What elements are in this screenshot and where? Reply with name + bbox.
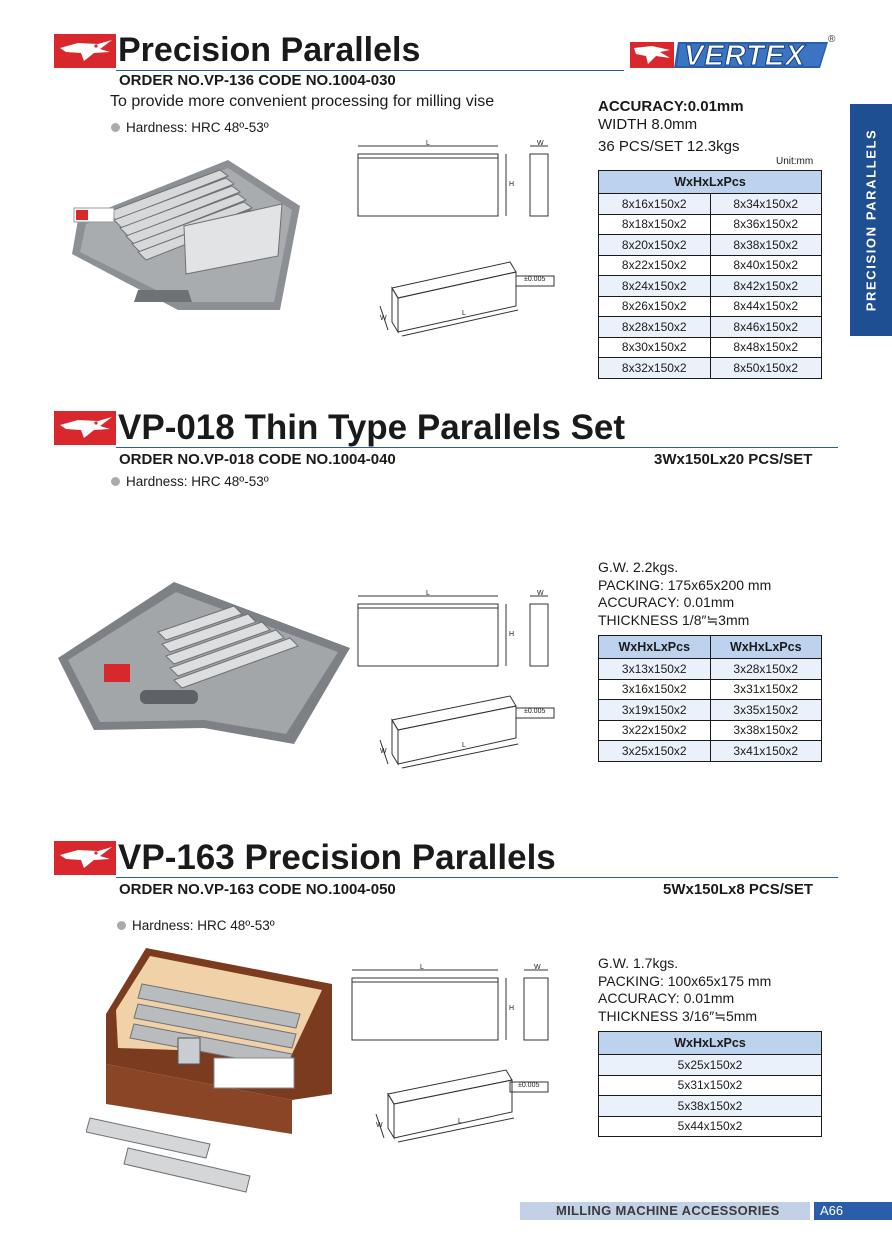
footer-section-band [520,1202,810,1220]
table-row [599,296,822,317]
section-2-specs [598,559,771,629]
table-header: WxHxLxPcs [599,1032,822,1055]
table-row [599,255,822,276]
table-cell: 3x19x150x2 [599,700,711,721]
section-2-set-info: 3Wx150Lx20 PCS/SET [654,451,813,468]
table-cell: 8x50x150x2 [710,358,822,379]
section-1-order: ORDER NO.VP-136 CODE NO.1004-030 [119,72,396,89]
table-row [599,1055,822,1076]
parallel-bar-diagram [350,958,560,1148]
section-1-unit: Unit:mm [776,156,814,167]
table-row [599,194,822,215]
section-3-hardness [117,918,275,933]
eagle-icon [54,34,116,68]
table-cell: 3x13x150x2 [599,659,711,680]
table-row [599,276,822,297]
label-w-iso: W [380,315,387,322]
section-2-gross-weight: G.W. 2.2kgs. [598,559,679,575]
section-2-hardness-text: Hardness: HRC 48º-53º [126,474,269,489]
table-cell: 5x25x150x2 [599,1055,822,1076]
eagle-icon [54,841,116,875]
table-cell: 8x38x150x2 [710,235,822,256]
label-h: H [509,1005,515,1012]
label-h: H [509,631,515,638]
section-2-title: VP-018 Thin Type Parallels Set [118,408,626,447]
table-cell: 8x24x150x2 [599,276,711,297]
label-w-top: W [537,140,544,147]
bullet-dot-icon [111,123,120,132]
table-cell: 3x25x150x2 [599,741,711,762]
side-tab-label: PRECISION PARALLELS [863,128,879,312]
label-w-top: W [537,590,544,597]
table-row [599,659,822,680]
page-number: A66 [820,1203,844,1218]
section-2-accuracy: ACCURACY: 0.01mm [598,594,735,610]
table-cell: 5x44x150x2 [599,1116,822,1137]
section-1-accuracy: ACCURACY:0.01mm [598,98,744,115]
label-l: L [426,140,430,147]
table-cell: 8x46x150x2 [710,317,822,338]
table-row [599,235,822,256]
label-l-iso: L [458,1118,462,1125]
label-tolerance: ±0.005 [524,276,546,283]
table-cell: 3x41x150x2 [710,741,822,762]
section-3-thickness: THICKNESS 3/16″≒5mm [598,1007,758,1024]
vertex-logo-text: VERTEX [684,40,806,72]
label-tolerance: ±0.005 [524,708,546,715]
section-3-size-table [598,1031,822,1137]
section-2-order: ORDER NO.VP-018 CODE NO.1004-040 [119,451,396,468]
table-row [599,1116,822,1137]
section-1-set-weight: 36 PCS/SET 12.3kgs [598,138,740,155]
table-cell: 8x18x150x2 [599,214,711,235]
section-1-rule [116,70,624,71]
eagle-icon [54,411,116,445]
section-3-rule [116,877,838,878]
section-1-hardness-text: Hardness: HRC 48º-53º [126,120,269,135]
section-3-gross-weight: G.W. 1.7kgs. [598,955,679,971]
section-3-packing: PACKING: 100x65x175 mm [598,972,772,989]
parallel-bar-diagram [350,582,560,772]
table-cell: 8x30x150x2 [599,337,711,358]
table-cell: 3x38x150x2 [710,720,822,741]
table-header: WxHxLxPcs [599,171,822,194]
section-1-dimension-drawing [350,140,560,340]
table-row [599,700,822,721]
table-cell: 8x48x150x2 [710,337,822,358]
section-1-width: WIDTH 8.0mm [598,116,698,133]
table-cell: 5x38x150x2 [599,1096,822,1117]
table-cell: 8x22x150x2 [599,255,711,276]
table-cell: 3x31x150x2 [710,679,822,700]
thin-parallels-case-image [54,578,352,746]
label-l-iso: L [462,742,466,749]
label-w-top: W [534,964,541,971]
section-3-accuracy: ACCURACY: 0.01mm [598,990,735,1006]
table-row [599,214,822,235]
table-row [599,679,822,700]
label-l: L [420,964,424,971]
table-row [599,1075,822,1096]
section-1-hardness [111,120,269,135]
label-l: L [426,590,430,597]
section-1-description: To provide more convenient processing for milling vise [110,93,495,110]
wooden-box-parallels-image [86,944,334,1196]
section-2-rule [116,447,838,448]
table-cell: 8x26x150x2 [599,296,711,317]
table-row [599,741,822,762]
section-2-product-photo [54,578,352,746]
parallel-bar-diagram [350,140,560,340]
section-1-size-table [598,170,822,379]
table-cell: 8x32x150x2 [599,358,711,379]
section-2-dimension-drawing [350,582,560,772]
table-cell: 8x20x150x2 [599,235,711,256]
table-row [599,1096,822,1117]
bullet-dot-icon [111,477,120,486]
table-cell: 3x16x150x2 [599,679,711,700]
side-tab [850,104,892,336]
label-tolerance: ±0.005 [518,1082,540,1089]
footer-page-badge [814,1202,892,1220]
table-cell: 3x22x150x2 [599,720,711,741]
section-3-specs [598,955,771,1025]
section-3-hardness-text: Hardness: HRC 48º-53º [132,918,275,933]
table-header: WxHxLxPcs [599,636,711,659]
vertex-logo [630,34,840,72]
table-cell: 3x28x150x2 [710,659,822,680]
section-2-size-table [598,635,822,762]
section-2-packing: PACKING: 175x65x200 mm [598,576,772,593]
label-w-iso: W [380,748,387,755]
label-w-iso: W [376,1122,383,1129]
registered-mark: ® [828,34,836,45]
section-2-hardness [111,474,269,489]
table-header: WxHxLxPcs [710,636,822,659]
parallels-case-image [68,150,306,318]
table-cell: 3x35x150x2 [710,700,822,721]
table-cell: 8x34x150x2 [710,194,822,215]
table-row [599,337,822,358]
page-footer [520,1202,892,1220]
section-1-product-photo [68,150,306,318]
section-3-order: ORDER NO.VP-163 CODE NO.1004-050 [119,881,396,898]
table-row [599,720,822,741]
table-cell: 8x28x150x2 [599,317,711,338]
table-cell: 8x36x150x2 [710,214,822,235]
table-row [599,317,822,338]
table-cell: 8x16x150x2 [599,194,711,215]
table-row [599,358,822,379]
section-3-title: VP-163 Precision Parallels [118,838,556,877]
bullet-dot-icon [117,921,126,930]
section-1-title: Precision Parallels [118,31,421,69]
section-3-dimension-drawing [350,958,560,1148]
table-cell: 5x31x150x2 [599,1075,822,1096]
table-cell: 8x40x150x2 [710,255,822,276]
footer-section-label: MILLING MACHINE ACCESSORIES [556,1203,780,1218]
table-cell: 8x44x150x2 [710,296,822,317]
label-l-iso: L [462,310,466,317]
table-cell: 8x42x150x2 [710,276,822,297]
section-3-product-photo [86,944,334,1196]
section-2-thickness: THICKNESS 1/8″≒3mm [598,611,750,628]
label-h: H [509,181,515,188]
section-3-set-info: 5Wx150Lx8 PCS/SET [663,881,814,898]
